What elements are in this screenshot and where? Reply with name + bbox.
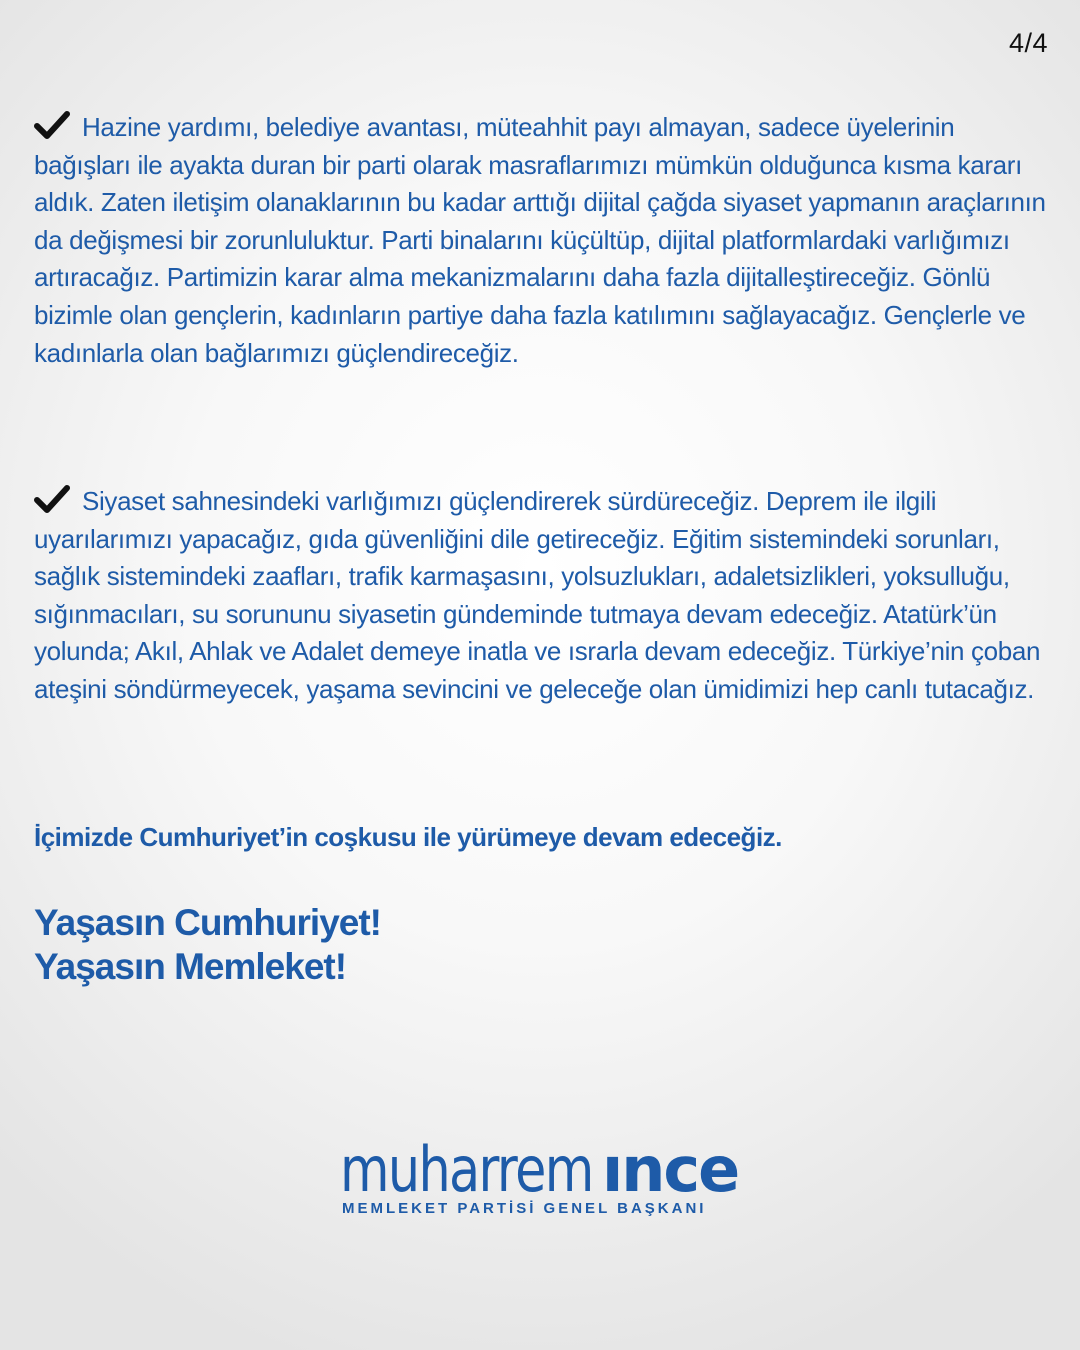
logo-name	[340, 1133, 740, 1206]
paragraph-text: Siyaset sahnesindeki varlığımızı güçlendirerek sürdüreceğiz. Deprem ile ilgili uyarılarımızı yapacağız, gıda güvenliğini dile getireceğiz. Eğitim sistemindeki sorunları, sağlık sistemindeki zaafları, trafik karmaşasını, yolsuzlukları, adaletsizlikleri, yoksulluğu, sığınmacıları, su sorununu siyasetin gündeminde tutmaya devam edeceğiz. Atatürk’ün yolunda; Akıl, Ahlak ve Adalet demeye inatla ve ısrarla devam edeceğiz. Türkiye’nin çoban ateşini söndürmeyecek, yaşama sevincini ve geleceğe olan ümidimizi hep canlı tutacağız.	[34, 486, 1041, 704]
slogans	[34, 901, 381, 989]
slogan-homeland: Yaşasın Memleket!	[34, 946, 347, 987]
paragraph-political-agenda	[34, 483, 1054, 709]
closing-statement: İçimizde Cumhuriyet’in coşkusu ile yürümeye devam edeceğiz.	[34, 822, 782, 852]
signature-logo	[340, 1133, 740, 1217]
page-number: 4/4	[1008, 28, 1048, 58]
logo-first-name: muharrem	[340, 1133, 593, 1206]
logo-subtitle: MEMLEKET PARTİSİ GENEL BAŞKANI	[342, 1200, 707, 1217]
paragraph-text: Hazine yardımı, belediye avantası, müteahhit payı almayan, sadece üyelerinin bağışları ile ayakta duran bir parti olarak masraflarımızı mümkün olduğunca kısma kararı aldık. Zaten iletişim olanaklarının bu kadar arttığı dijital çağda siyaset yapmanın araçlarının da değişmesi bir zorunluluktur. Parti binalarını küçültüp, dijital platformlardaki varlığımızı artıracağız. Partimizin karar alma mekanizmalarını daha fazla dijitalleştireceğiz. Gönlü bizimle olan gençlerin, kadınların partiye daha fazla katılımını sağlayacağız. Gençlerle ve kadınlarla olan bağlarımızı güçlendireceğiz.	[34, 112, 1046, 368]
logo-last-name: ınce	[602, 1133, 739, 1206]
checkmark-icon	[34, 484, 70, 514]
checkmark-icon	[34, 110, 70, 140]
slogan-republic: Yaşasın Cumhuriyet!	[34, 902, 382, 943]
paragraph-digital-transformation	[34, 109, 1054, 372]
